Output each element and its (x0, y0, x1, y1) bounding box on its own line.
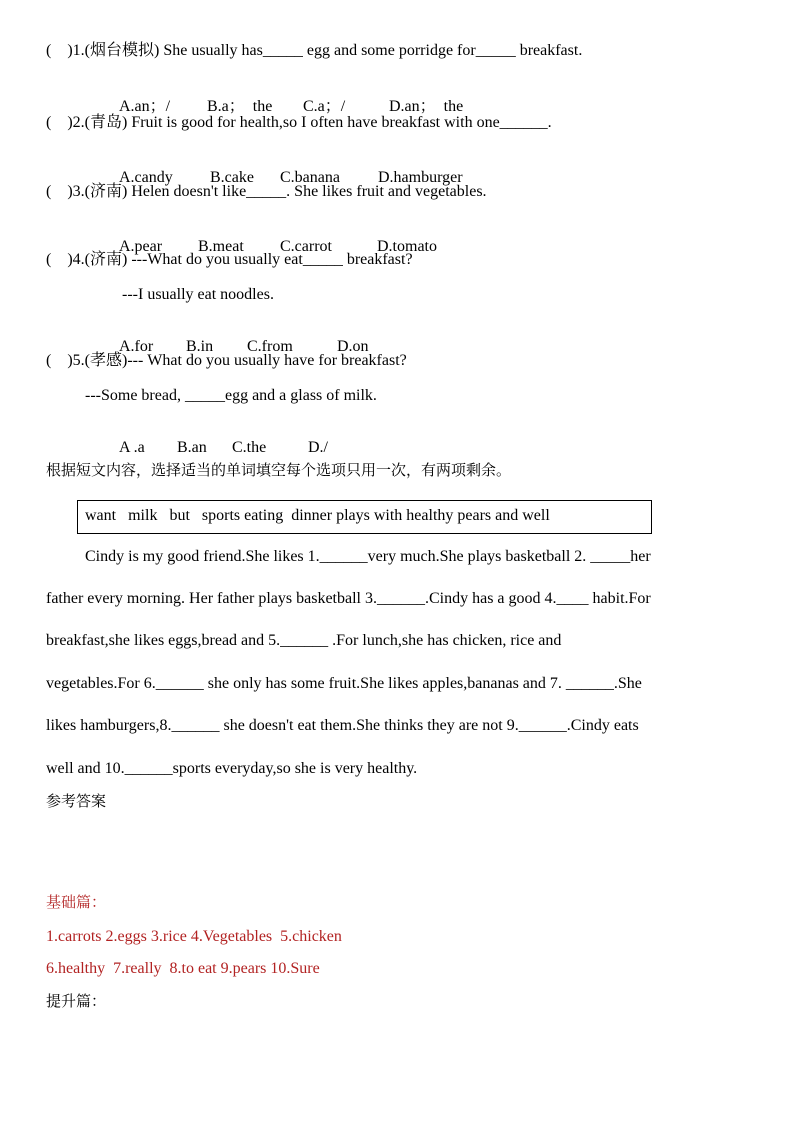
passage-line-3: breakfast,she likes eggs,bread and 5.______ .For lunch,she has chicken, rice and (46, 632, 562, 649)
question-5-stem: ( )5.(孝感)--- What do you usually have for breakfast? (46, 352, 407, 369)
passage-line-1: Cindy is my good friend.She likes 1.______very much.She plays basketball 2. _____her (85, 548, 651, 565)
q1-option-d: D.an； the (389, 98, 464, 115)
q3-option-a: A.pear (119, 238, 163, 255)
basic-answers-line-1: 1.carrots 2.eggs 3.rice 4.Vegetables 5.chicken (46, 928, 342, 945)
q3-option-d: D.tomato (377, 238, 437, 255)
question-4-dialogue: ---I usually eat noodles. (122, 286, 274, 303)
q2-option-b: B.cake (210, 169, 254, 186)
basic-section-heading: 基础篇： (46, 893, 107, 911)
q2-option-c: C.banana (280, 169, 340, 186)
q4-option-a: A.for (119, 338, 154, 355)
q5-option-b: B.an (177, 439, 207, 456)
passage-line-6: well and 10.______sports everyday,so she is very healthy. (46, 760, 418, 777)
word-bank-box: want milk but sports eating dinner plays with healthy pears and well (77, 500, 652, 534)
q1-option-b: B.a； the (207, 98, 273, 115)
question-2-stem: ( )2.(青岛) Fruit is good for health,so I often have breakfast with one______. (46, 114, 552, 131)
basic-answers-line-2: 6.healthy 7.really 8.to eat 9.pears 10.Sure (46, 960, 320, 977)
q4-option-c: C.from (247, 338, 293, 355)
question-5-dialogue: ---Some bread, _____egg and a glass of milk. (85, 387, 377, 404)
q3-option-c: C.carrot (280, 238, 332, 255)
section-instruction: 根据短文内容，选择适当的单词填空每个选项只用一次，有两项剩余。 (46, 461, 512, 479)
q3-option-b: B.meat (198, 238, 244, 255)
question-1-stem: ( )1.(烟台模拟) She usually has_____ egg and some porridge for_____ breakfast. (46, 42, 583, 59)
q5-option-a: A .a (119, 439, 145, 456)
q5-option-d: D./ (308, 439, 328, 456)
passage-line-5: likes hamburgers,8.______ she doesn't eat them.She thinks they are not 9.______.Cindy eats (46, 717, 639, 734)
q4-option-d: D.on (337, 338, 369, 355)
question-4-stem: ( )4.(济南) ---What do you usually eat_____ breakfast? (46, 251, 413, 268)
advanced-section-heading: 提升篇： (46, 992, 107, 1010)
q5-option-c: C.the (232, 439, 267, 456)
q2-option-d: D.hamburger (378, 169, 463, 186)
q1-option-c: C.a；/ (303, 98, 346, 115)
question-3-stem: ( )3.(济南) Helen doesn't like_____. She likes fruit and vegetables. (46, 183, 487, 200)
answers-heading: 参考答案 (46, 792, 107, 810)
q4-option-b: B.in (186, 338, 214, 355)
passage-line-4: vegetables.For 6.______ she only has some fruit.She likes apples,bananas and 7. ______.She (46, 675, 642, 692)
q1-option-a: A.an；/ (119, 98, 171, 115)
q2-option-a: A.candy (119, 169, 173, 186)
passage-line-2: father every morning. Her father plays basketball 3.______.Cindy has a good 4.____ habit.For (46, 590, 651, 607)
